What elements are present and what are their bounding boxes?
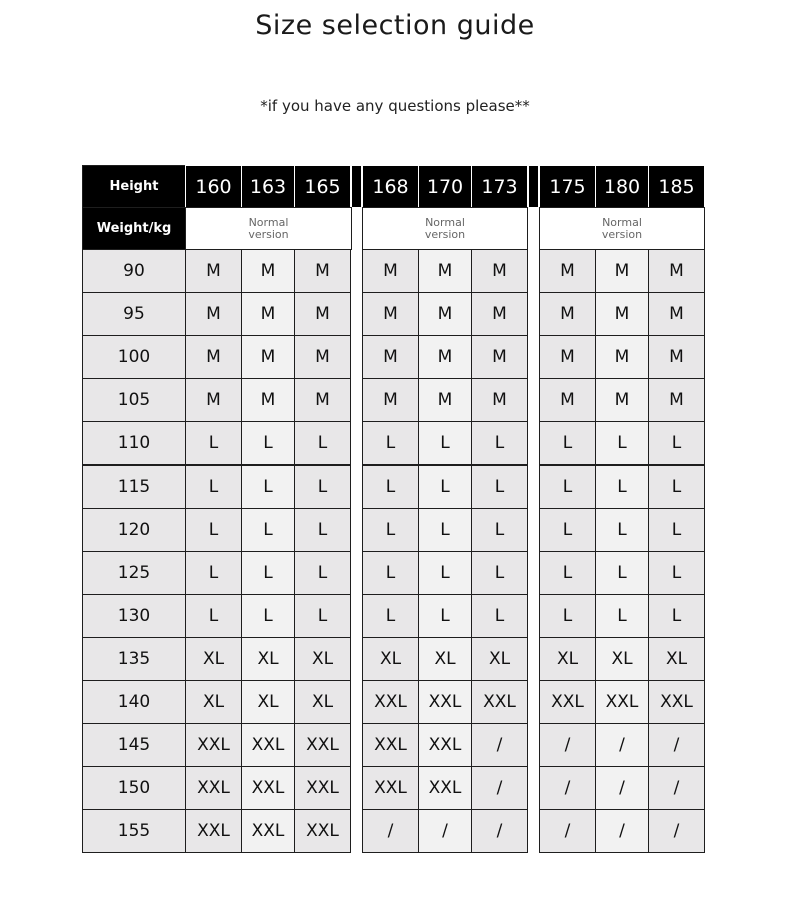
- size-cell: L: [185, 551, 242, 595]
- size-cell: /: [595, 809, 649, 853]
- size-cell: /: [648, 766, 705, 810]
- size-cell: L: [418, 421, 472, 465]
- size-cell: L: [539, 594, 596, 638]
- size-cell: M: [471, 335, 528, 379]
- weight-cell: 150: [82, 766, 186, 810]
- size-cell: XL: [648, 637, 705, 681]
- size-cell: XXL: [471, 680, 528, 724]
- size-cell: L: [418, 594, 472, 638]
- height-header-cell: 160: [185, 165, 242, 208]
- size-cell: M: [539, 292, 596, 336]
- size-cell: XXL: [241, 809, 295, 853]
- size-cell: XXL: [294, 809, 351, 853]
- size-chart-table: [82, 165, 704, 855]
- size-cell: XL: [539, 637, 596, 681]
- size-cell: /: [539, 723, 596, 767]
- size-cell: M: [185, 292, 242, 336]
- size-cell: L: [595, 421, 649, 465]
- size-cell: L: [294, 421, 351, 465]
- size-cell: M: [648, 335, 705, 379]
- size-cell: M: [294, 378, 351, 422]
- size-cell: XL: [294, 637, 351, 681]
- weight-cell: 130: [82, 594, 186, 638]
- size-cell: /: [648, 723, 705, 767]
- size-cell: M: [294, 249, 351, 293]
- size-cell: L: [648, 508, 705, 552]
- size-cell: XXL: [185, 723, 242, 767]
- size-cell: L: [471, 508, 528, 552]
- weight-cell: 155: [82, 809, 186, 853]
- size-cell: L: [185, 594, 242, 638]
- size-cell: M: [362, 335, 419, 379]
- size-cell: L: [471, 594, 528, 638]
- size-cell: M: [418, 249, 472, 293]
- weight-cell: 135: [82, 637, 186, 681]
- size-cell: L: [539, 551, 596, 595]
- size-cell: L: [539, 508, 596, 552]
- size-cell: M: [241, 292, 295, 336]
- size-cell: L: [294, 508, 351, 552]
- size-cell: M: [362, 292, 419, 336]
- size-cell: XL: [418, 637, 472, 681]
- size-cell: M: [595, 335, 649, 379]
- page-title: Size selection guide: [255, 10, 535, 41]
- page-subtitle: *if you have any questions please**: [260, 97, 530, 115]
- size-cell: L: [362, 551, 419, 595]
- height-header-cell: 175: [539, 165, 596, 208]
- size-cell: /: [595, 766, 649, 810]
- size-cell: M: [185, 335, 242, 379]
- size-cell: M: [471, 249, 528, 293]
- weight-cell: 100: [82, 335, 186, 379]
- size-cell: XL: [241, 637, 295, 681]
- size-cell: XL: [362, 637, 419, 681]
- size-cell: M: [418, 378, 472, 422]
- weight-cell: 145: [82, 723, 186, 767]
- weight-cell: 140: [82, 680, 186, 724]
- size-cell: /: [471, 766, 528, 810]
- size-cell: XL: [471, 637, 528, 681]
- height-header-cell: 180: [595, 165, 649, 208]
- weight-header-label: Weight/kg: [82, 207, 186, 250]
- size-cell: L: [241, 465, 295, 509]
- height-header-cell: 163: [241, 165, 295, 208]
- size-cell: M: [595, 378, 649, 422]
- size-cell: M: [539, 335, 596, 379]
- version-label-line: Normal: [602, 215, 642, 229]
- size-cell: L: [418, 465, 472, 509]
- size-cell: M: [294, 292, 351, 336]
- version-label: [362, 207, 528, 250]
- height-header-label: Height: [82, 165, 186, 208]
- size-cell: XXL: [241, 766, 295, 810]
- weight-cell: 125: [82, 551, 186, 595]
- size-cell: L: [539, 465, 596, 509]
- version-label-line: version: [424, 227, 466, 241]
- size-cell: L: [241, 508, 295, 552]
- size-cell: M: [362, 378, 419, 422]
- size-cell: L: [539, 421, 596, 465]
- size-cell: L: [595, 465, 649, 509]
- size-cell: XL: [185, 637, 242, 681]
- size-cell: XL: [294, 680, 351, 724]
- size-cell: /: [539, 809, 596, 853]
- size-cell: XXL: [294, 723, 351, 767]
- size-cell: L: [294, 551, 351, 595]
- size-cell: /: [418, 809, 472, 853]
- size-cell: M: [648, 292, 705, 336]
- weight-cell: 110: [82, 421, 186, 465]
- height-header-cell: 168: [362, 165, 419, 208]
- size-cell: M: [418, 335, 472, 379]
- size-cell: L: [418, 551, 472, 595]
- size-cell: M: [241, 378, 295, 422]
- size-cell: M: [648, 249, 705, 293]
- size-cell: L: [595, 551, 649, 595]
- size-cell: XXL: [294, 766, 351, 810]
- header-spacer: [528, 165, 539, 208]
- size-cell: L: [648, 421, 705, 465]
- size-cell: M: [241, 335, 295, 379]
- size-cell: L: [294, 594, 351, 638]
- size-cell: L: [648, 594, 705, 638]
- size-cell: M: [471, 378, 528, 422]
- weight-cell: 95: [82, 292, 186, 336]
- height-header-cell: 165: [294, 165, 351, 208]
- size-cell: M: [418, 292, 472, 336]
- size-cell: /: [362, 809, 419, 853]
- weight-cell: 115: [82, 465, 186, 509]
- size-cell: L: [471, 421, 528, 465]
- size-cell: /: [595, 723, 649, 767]
- size-cell: M: [362, 249, 419, 293]
- size-cell: XL: [241, 680, 295, 724]
- size-cell: M: [241, 249, 295, 293]
- size-cell: L: [241, 551, 295, 595]
- size-cell: XXL: [185, 766, 242, 810]
- size-cell: XXL: [241, 723, 295, 767]
- size-cell: L: [294, 465, 351, 509]
- size-cell: XXL: [418, 766, 472, 810]
- size-cell: XXL: [362, 723, 419, 767]
- weight-cell: 90: [82, 249, 186, 293]
- size-cell: XL: [595, 637, 649, 681]
- size-cell: L: [185, 421, 242, 465]
- size-cell: XXL: [648, 680, 705, 724]
- size-cell: M: [539, 249, 596, 293]
- size-cell: L: [185, 508, 242, 552]
- size-cell: L: [362, 594, 419, 638]
- size-cell: M: [595, 249, 649, 293]
- size-cell: L: [241, 594, 295, 638]
- version-label: [185, 207, 352, 250]
- size-cell: M: [595, 292, 649, 336]
- size-cell: XL: [185, 680, 242, 724]
- version-label: [539, 207, 705, 250]
- size-cell: XXL: [362, 766, 419, 810]
- version-label-line: version: [248, 227, 289, 241]
- size-cell: L: [595, 594, 649, 638]
- height-header-cell: 185: [648, 165, 705, 208]
- size-cell: M: [471, 292, 528, 336]
- size-cell: L: [185, 465, 242, 509]
- version-label-line: Normal: [425, 215, 465, 229]
- size-cell: M: [648, 378, 705, 422]
- size-cell: M: [185, 378, 242, 422]
- size-cell: XXL: [418, 723, 472, 767]
- size-cell: XXL: [362, 680, 419, 724]
- size-cell: M: [294, 335, 351, 379]
- version-label-line: version: [601, 227, 643, 241]
- size-cell: L: [362, 421, 419, 465]
- size-cell: XXL: [595, 680, 649, 724]
- size-cell: L: [362, 508, 419, 552]
- size-cell: XXL: [418, 680, 472, 724]
- size-cell: /: [471, 723, 528, 767]
- height-header-cell: 173: [471, 165, 528, 208]
- size-cell: /: [648, 809, 705, 853]
- version-label-line: Normal: [248, 215, 289, 229]
- size-cell: L: [648, 465, 705, 509]
- weight-cell: 105: [82, 378, 186, 422]
- size-cell: L: [595, 508, 649, 552]
- size-cell: M: [539, 378, 596, 422]
- height-header-cell: 170: [418, 165, 472, 208]
- size-cell: L: [471, 465, 528, 509]
- size-cell: L: [241, 421, 295, 465]
- size-cell: /: [471, 809, 528, 853]
- size-cell: L: [362, 465, 419, 509]
- size-cell: /: [539, 766, 596, 810]
- size-cell: L: [648, 551, 705, 595]
- size-cell: XXL: [539, 680, 596, 724]
- weight-cell: 120: [82, 508, 186, 552]
- size-cell: L: [471, 551, 528, 595]
- size-cell: M: [185, 249, 242, 293]
- size-cell: L: [418, 508, 472, 552]
- header-spacer: [351, 165, 362, 208]
- size-cell: XXL: [185, 809, 242, 853]
